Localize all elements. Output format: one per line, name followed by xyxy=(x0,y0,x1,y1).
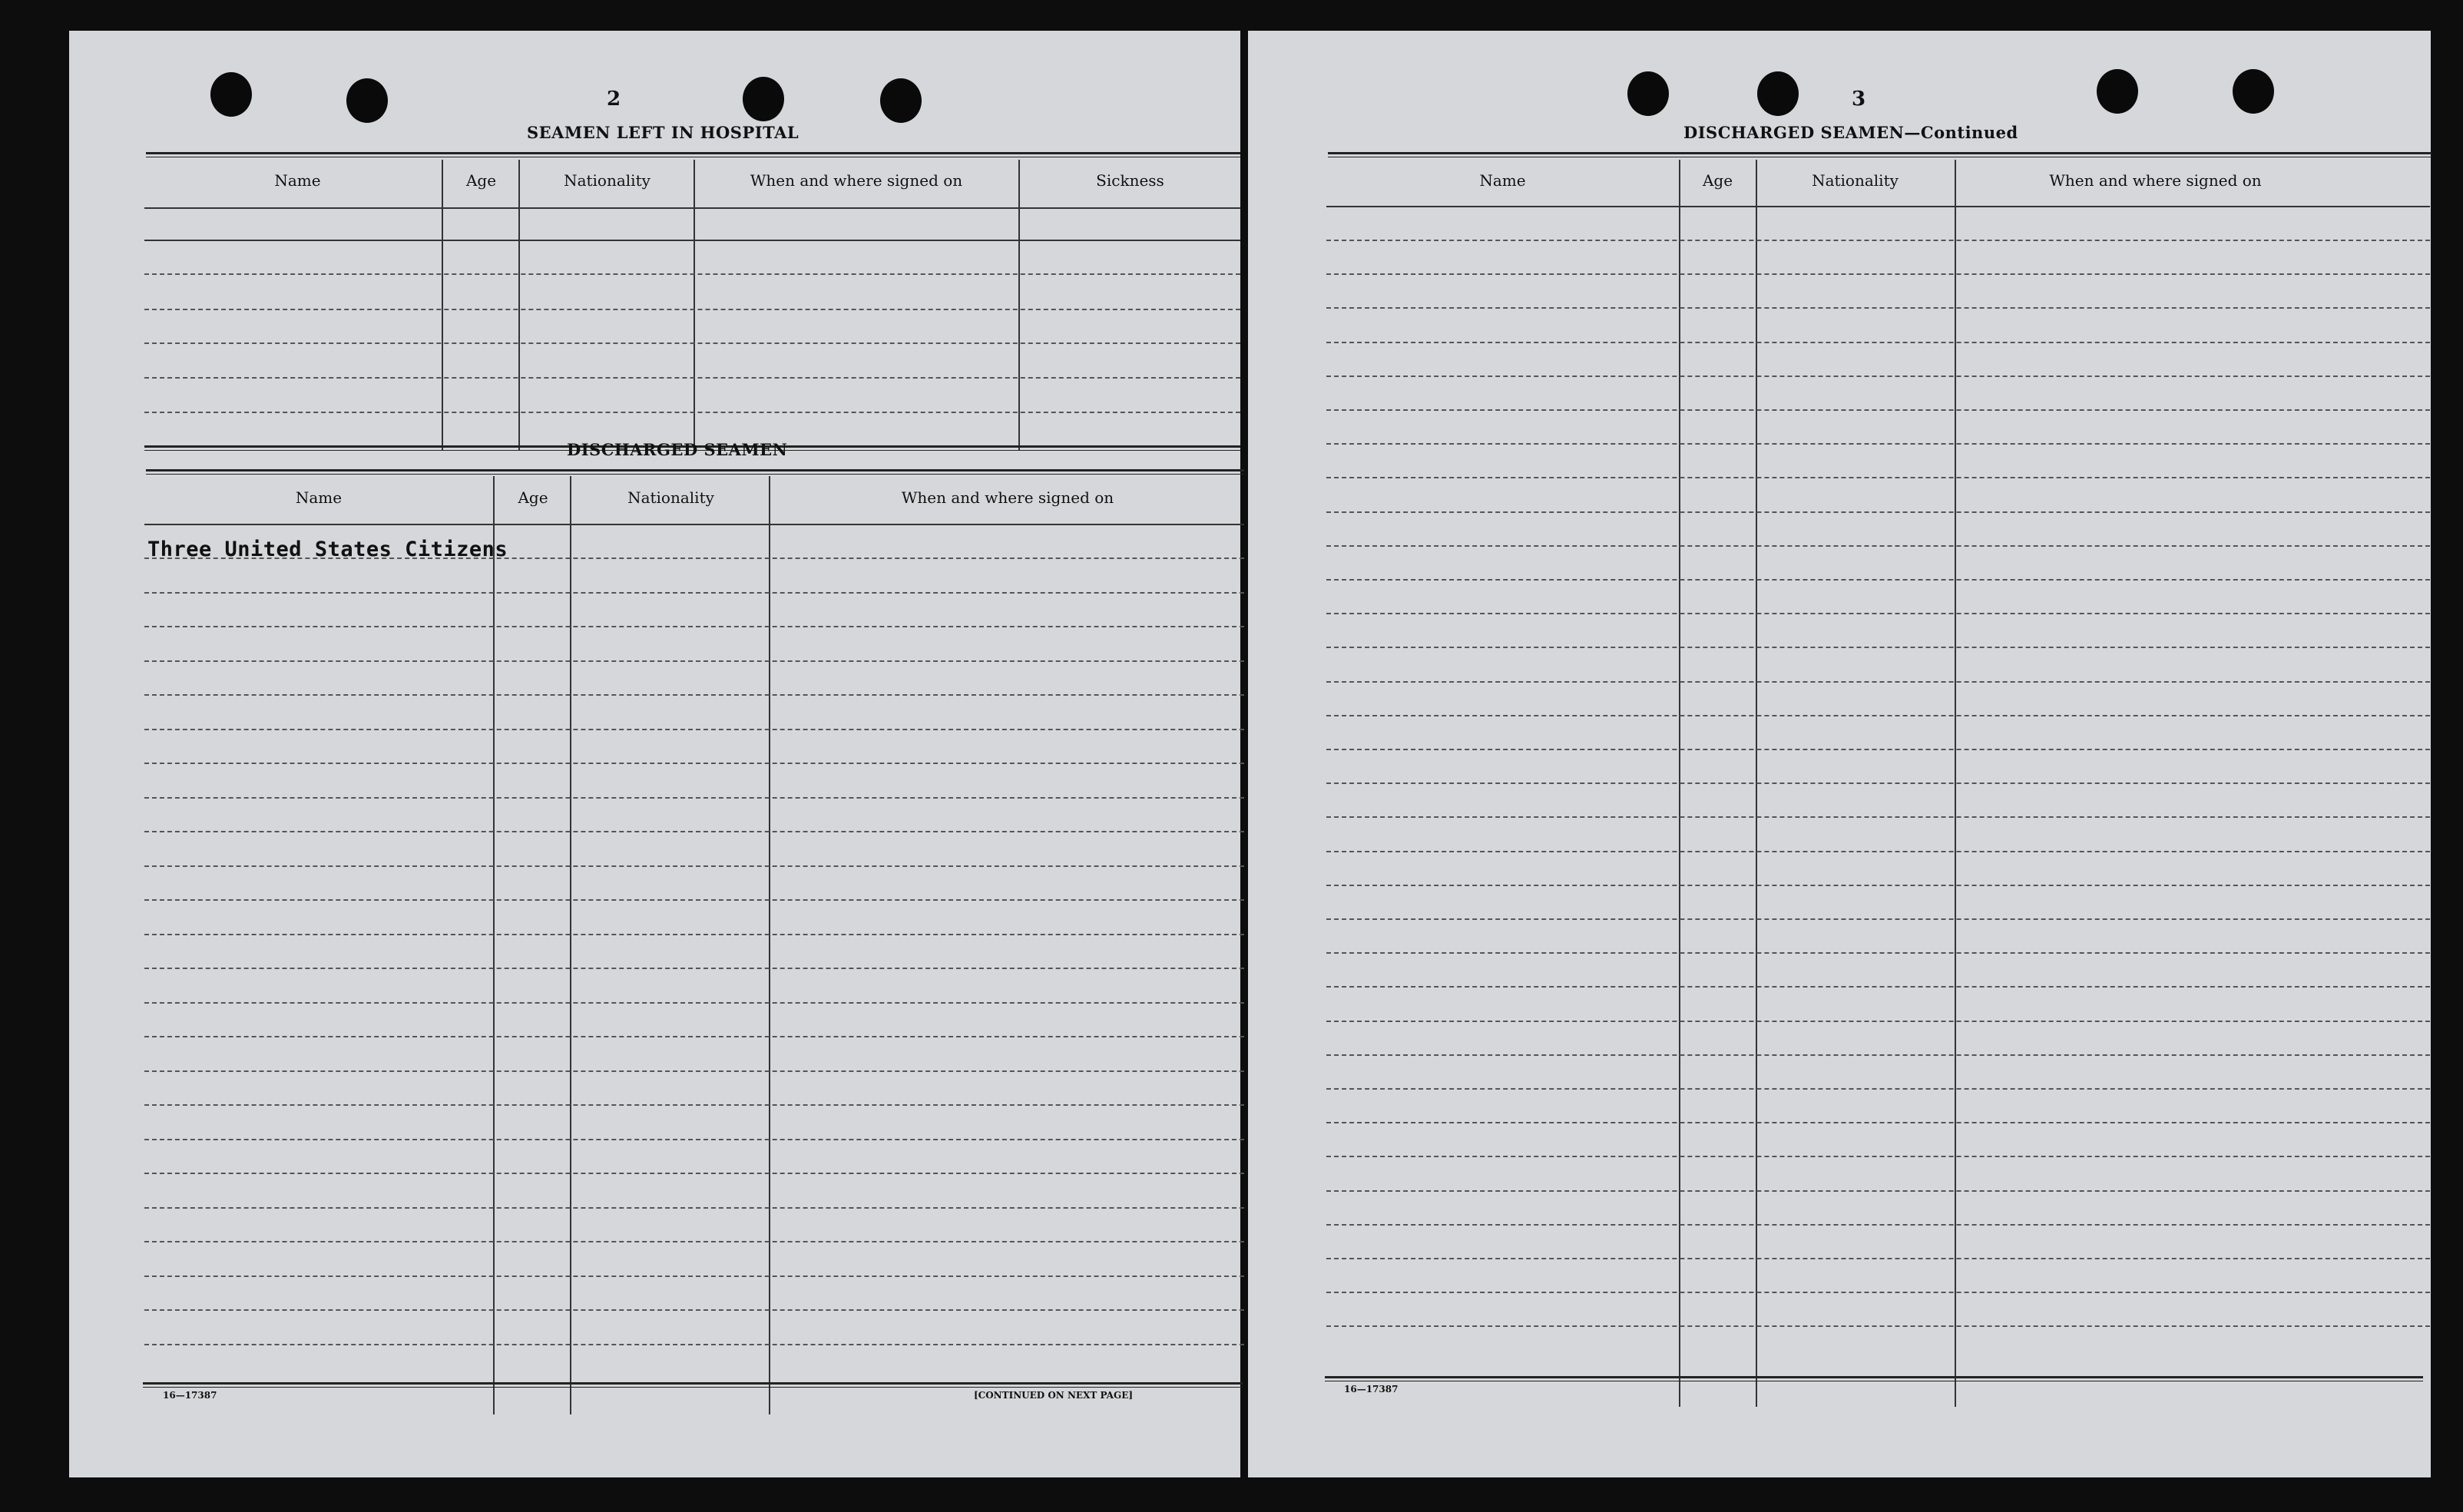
row-rule xyxy=(144,797,1244,799)
row-rule xyxy=(144,309,1240,310)
left-page xyxy=(69,31,1240,1477)
punch-hole xyxy=(346,78,388,123)
row-rule xyxy=(1326,715,2430,716)
punch-hole xyxy=(2097,69,2138,114)
row-rule xyxy=(144,1275,1244,1277)
col-signed-on: When and where signed on xyxy=(2049,171,2262,190)
row-rule xyxy=(1326,1156,2430,1157)
row-rule xyxy=(1326,851,2430,852)
col-nationality: Nationality xyxy=(564,171,651,190)
col-name: Name xyxy=(295,488,343,507)
col-divider xyxy=(442,160,443,450)
row-rule xyxy=(1326,376,2430,377)
row-rule xyxy=(1326,952,2430,954)
row-rule xyxy=(1326,1258,2430,1259)
header-rule xyxy=(1326,206,2430,207)
row-rule xyxy=(1326,511,2430,513)
row-rule xyxy=(1326,443,2430,445)
col-divider xyxy=(493,476,495,1414)
col-nationality: Nationality xyxy=(627,488,714,507)
title-suffix: —Continued xyxy=(1904,123,2018,142)
row-rule xyxy=(1326,545,2430,547)
row-rule xyxy=(1326,816,2430,818)
row-rule xyxy=(144,1139,1244,1140)
row-rule xyxy=(1326,749,2430,750)
row-rule xyxy=(1326,342,2430,343)
row-rule xyxy=(1326,1190,2430,1192)
row-rule xyxy=(1326,409,2430,411)
row-rule xyxy=(144,968,1244,969)
row-rule xyxy=(1326,1122,2430,1123)
row-rule xyxy=(144,1344,1244,1345)
col-divider xyxy=(769,476,770,1414)
section-rule xyxy=(146,152,1240,154)
row-rule xyxy=(1326,681,2430,683)
row-rule xyxy=(1326,986,2430,988)
row-rule xyxy=(144,1070,1244,1072)
row-rule xyxy=(144,660,1244,662)
row-rule xyxy=(144,240,1240,241)
row-rule xyxy=(144,592,1244,594)
title-text: DISCHARGED SEAMEN xyxy=(1683,123,1905,142)
row-rule xyxy=(1326,240,2430,241)
col-nationality: Nationality xyxy=(1812,171,1899,190)
row-rule xyxy=(144,831,1244,832)
row-rule xyxy=(144,899,1244,901)
discharged-section-title: DISCHARGED SEAMEN xyxy=(567,440,788,459)
col-divider xyxy=(1018,160,1020,450)
punch-hole xyxy=(880,78,922,123)
row-rule xyxy=(144,273,1240,275)
col-divider xyxy=(570,476,571,1414)
row-rule xyxy=(144,865,1244,867)
continued-note: [CONTINUED ON NEXT PAGE] xyxy=(974,1390,1134,1401)
row-rule xyxy=(144,1036,1244,1037)
row-rule xyxy=(144,1309,1244,1311)
row-rule xyxy=(1326,307,2430,309)
page-number: 2 xyxy=(607,88,621,111)
col-age: Age xyxy=(465,171,497,190)
page-number: 3 xyxy=(1852,88,1866,111)
punch-hole xyxy=(210,72,252,117)
row-rule xyxy=(144,729,1244,730)
punch-hole xyxy=(2233,69,2274,114)
discharged-continued-title xyxy=(1683,123,2018,142)
row-rule xyxy=(144,1104,1244,1106)
col-signed-on: When and where signed on xyxy=(901,488,1114,507)
row-rule xyxy=(144,934,1244,935)
hospital-section-title: SEAMEN LEFT IN HOSPITAL xyxy=(527,123,799,142)
row-rule xyxy=(1326,647,2430,648)
row-rule xyxy=(144,1207,1244,1209)
punch-hole xyxy=(1757,71,1799,116)
punch-hole xyxy=(743,77,784,121)
section-rule xyxy=(146,469,1244,471)
col-divider xyxy=(518,160,520,450)
row-rule xyxy=(144,342,1240,344)
row-rule xyxy=(144,557,1244,559)
row-rule xyxy=(1326,885,2430,886)
row-rule xyxy=(1326,579,2430,581)
row-rule xyxy=(1326,1088,2430,1090)
row-rule xyxy=(1326,477,2430,478)
row-rule xyxy=(144,1241,1244,1242)
col-name: Name xyxy=(1479,171,1526,190)
row-rule xyxy=(1326,1021,2430,1022)
row-rule xyxy=(1326,1292,2430,1293)
header-rule xyxy=(144,207,1240,209)
header-rule xyxy=(144,524,1244,525)
row-rule xyxy=(144,377,1240,379)
col-signed-on: When and where signed on xyxy=(750,171,963,190)
bottom-rule xyxy=(143,1382,1243,1385)
col-age: Age xyxy=(518,488,548,507)
col-sickness: Sickness xyxy=(1096,171,1164,190)
row-rule xyxy=(144,1002,1244,1004)
row-rule xyxy=(1326,1224,2430,1226)
row-rule xyxy=(144,412,1240,413)
form-number: 16—17387 xyxy=(163,1390,217,1401)
col-divider xyxy=(694,160,695,450)
row-rule xyxy=(1326,273,2430,275)
form-number: 16—17387 xyxy=(1344,1384,1399,1395)
typed-entry: Three United States Citizens xyxy=(147,538,508,561)
row-rule xyxy=(1326,1325,2430,1327)
row-rule xyxy=(1326,918,2430,920)
section-rule xyxy=(1328,152,2432,154)
bottom-rule xyxy=(1325,1376,2423,1378)
row-rule xyxy=(1326,782,2430,784)
row-rule xyxy=(144,626,1244,627)
row-rule xyxy=(1326,613,2430,614)
punch-hole xyxy=(1627,71,1669,116)
row-rule xyxy=(144,694,1244,696)
col-name: Name xyxy=(274,171,321,190)
row-rule xyxy=(1326,1054,2430,1056)
row-rule xyxy=(144,763,1244,764)
right-page xyxy=(1248,31,2431,1477)
row-rule xyxy=(144,1173,1244,1174)
col-age: Age xyxy=(1702,171,1733,190)
